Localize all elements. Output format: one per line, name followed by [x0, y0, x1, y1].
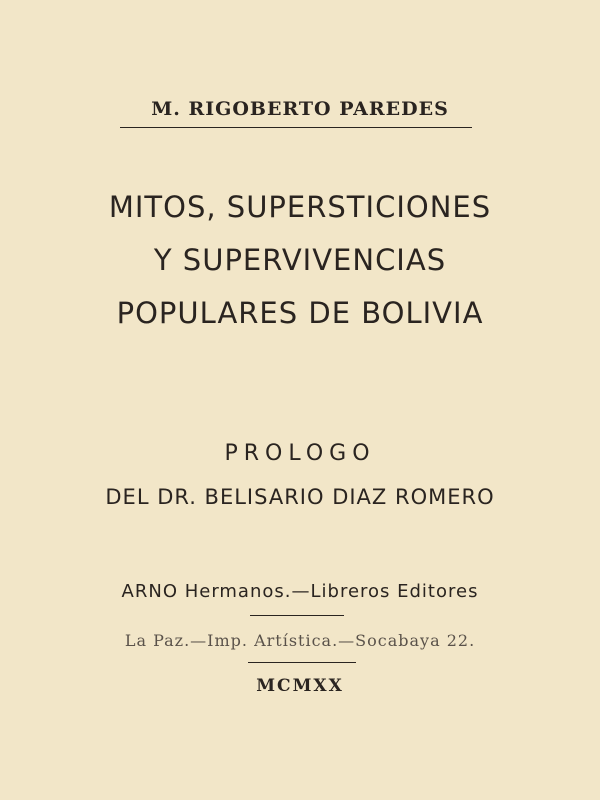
- prologue-heading: PROLOGO: [224, 441, 376, 466]
- publication-year: MCMXX: [256, 676, 344, 696]
- printer-line: La Paz.—Imp. Artística.—Socabaya 22.: [124, 631, 476, 650]
- book-title-line-2: Y SUPERVIVENCIAS: [153, 243, 447, 277]
- author-underline: [120, 127, 472, 128]
- divider-rule-1: [250, 615, 344, 616]
- author-name: M. RIGOBERTO PAREDES: [151, 98, 449, 120]
- publisher-line: ARNO Hermanos.—Libreros Editores: [121, 581, 479, 602]
- divider-rule-2: [248, 662, 356, 663]
- book-title-line-3: POPULARES DE BOLIVIA: [116, 296, 484, 330]
- book-title-line-1: MITOS, SUPERSTICIONES: [108, 190, 492, 224]
- prologue-author: DEL DR. BELISARIO DIAZ ROMERO: [105, 485, 495, 509]
